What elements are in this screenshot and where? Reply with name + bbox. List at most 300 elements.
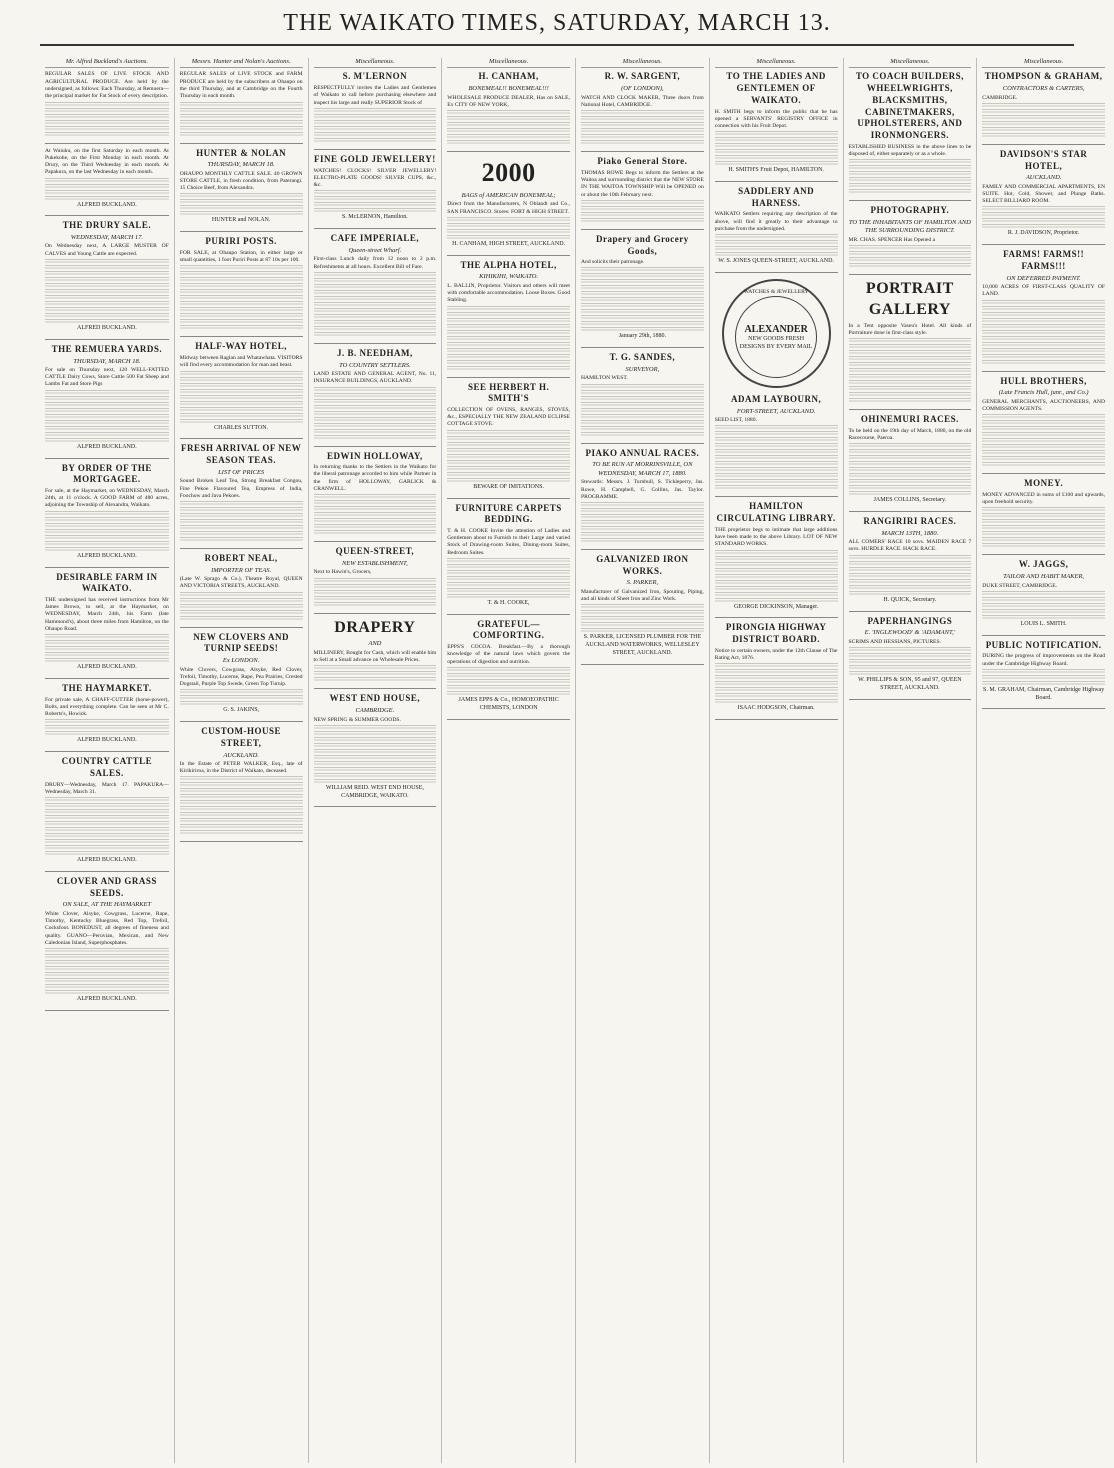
advertisement-title: RANGIRIRI RACES. [863, 516, 957, 527]
advertisement-signature: WILLIAM REID. WEST END HOUSE, CAMBRIDGE, WAIKATO. [325, 784, 424, 799]
column-rule [982, 708, 1105, 709]
advertisement [45, 683, 169, 745]
advertisement-body: MILLINERY, Bought for Cash, which will enable him to Sell at a Small advance on Wholesale Prices. [313, 649, 437, 664]
body-text-lines [314, 725, 437, 730]
advertisement [45, 220, 169, 332]
body-text-lines [180, 126, 303, 131]
column-heading: Miscellaneous. [447, 58, 570, 68]
body-text-lines [45, 120, 169, 125]
body-text-lines [180, 800, 303, 805]
column-rule [447, 614, 570, 615]
body-text-lines [581, 408, 704, 413]
body-text-lines [180, 776, 303, 781]
body-text-lines [180, 371, 303, 376]
advertisement-body: LAND ESTATE AND GENERAL AGENT, No. 11, INSURANCE BUILDINGS, AUCKLAND. [313, 370, 437, 385]
body-text-lines [982, 615, 1105, 620]
body-text-lines [715, 437, 838, 442]
body-text-lines [982, 525, 1105, 530]
body-text-lines [849, 449, 972, 454]
body-text-lines [447, 354, 570, 359]
advertisement-title: PHOTOGRAPHY. [870, 205, 950, 216]
body-text-lines [447, 128, 570, 133]
advertisement [314, 451, 437, 536]
advertisement-body: COLLECTION OF OVENS, RANGES, STOVES, &c., ESPECIALLY THE NEW ZEALAND ECLIPSE COTTAGE STOVE. [447, 406, 570, 428]
column-rule [581, 549, 704, 550]
body-text-lines [982, 212, 1105, 217]
body-text-lines [447, 673, 570, 678]
body-text-lines [849, 189, 972, 194]
body-text-lines [314, 578, 437, 583]
body-text-lines [849, 245, 972, 250]
body-text-lines [45, 803, 169, 808]
advertisement [581, 448, 704, 543]
body-text-lines [447, 110, 570, 115]
advertisement-subtitle: TO THE INHABITANTS OF HAMILTON AND THE SURROUNDING DISTRICT. [848, 218, 971, 235]
body-text-lines [314, 405, 437, 410]
body-text-lines [314, 308, 437, 313]
advertisement-title: PUBLIC NOTIFICATION. [985, 639, 1102, 650]
body-text-lines [314, 435, 437, 440]
body-text-lines [45, 990, 169, 995]
body-text-lines [45, 984, 169, 989]
body-text-lines [45, 972, 169, 977]
body-text-lines [314, 411, 437, 416]
body-text-lines [180, 132, 303, 137]
body-text-lines [581, 309, 704, 314]
body-text-lines [447, 235, 570, 240]
body-text-lines [45, 390, 169, 395]
advertisement-signature: ALFRED BUCKLAND. [77, 325, 137, 332]
column-heading: Miscellaneous. [849, 58, 972, 68]
body-text-lines [314, 314, 437, 319]
advertisement-subtitle: AUCKLAND. [223, 751, 259, 759]
body-text-lines [314, 108, 437, 113]
body-text-lines [314, 138, 437, 143]
body-text-lines [849, 653, 972, 658]
column-rule [45, 678, 169, 679]
body-text-lines [180, 413, 303, 418]
advertisement-title: ROBERT NEAL, [204, 553, 278, 564]
advertisement-body: GENERAL MERCHANTS, AUCTIONEERS, AND COMMISSION AGENTS. [982, 398, 1105, 412]
advertisement-signature: S. McLERNON, Hamilton. [341, 214, 408, 221]
body-text-lines [314, 584, 437, 589]
advertisement-body: WAIKATO Settlers requiring any description of the above, will find it greatly to their advantage to purchase from the undersigned. [714, 211, 838, 232]
body-text-lines [45, 313, 169, 318]
column-rule [45, 339, 169, 340]
advertisement-body: REGULAR SALES of LIVE STOCK and FARM PRODUCE are held by the subscribers at Ohaupo on the third Thursday, and at Cambridge on the Fourth Thursday in each month. [179, 71, 303, 100]
body-text-lines [314, 393, 437, 398]
body-text-lines [982, 121, 1105, 126]
advertisement-body: For sale on Thursday next, 120 WELL-FATTED CATTLE Dairy Cows, Store Cattle 500 Fat Sheep and Lambs Fat and Store Pigs [45, 366, 169, 388]
body-text-lines [715, 155, 838, 160]
body-text-lines [447, 217, 570, 222]
body-text-lines [45, 414, 169, 419]
advertisement [314, 348, 437, 440]
body-text-lines [715, 473, 838, 478]
body-text-lines [715, 467, 838, 472]
body-text-lines [314, 320, 437, 325]
body-text-lines [849, 579, 972, 584]
body-text-lines [180, 313, 303, 318]
advertisement-subtitle: MARCH 13TH, 1880. [881, 529, 939, 537]
advertisement [45, 876, 169, 1004]
advertisement-body: WATCH AND CLOCK MAKER, Three doors from National Hotel, CAMBRIDGE. [581, 94, 704, 108]
body-text-lines [715, 461, 838, 466]
advertisement-title: THOMPSON & GRAHAM, [984, 71, 1103, 82]
advertisement-signature: ALFRED BUCKLAND. [77, 737, 137, 744]
advertisement-title: FURNITURE CARPETS BEDDING. [455, 502, 562, 525]
column-rule [314, 613, 437, 614]
body-text-lines [447, 306, 570, 311]
body-text-lines [180, 383, 303, 388]
advertisement-body: MR. CHAS. SPENCER Has Opened a [848, 236, 936, 243]
body-text-lines [314, 767, 437, 772]
advertisement-title: THE DRURY SALE. [62, 220, 152, 231]
advertisement-signature: CHARLES SUTTON. [214, 424, 269, 431]
advertisement [715, 501, 838, 611]
advertisement-signature: T. & H. COOKE, [487, 599, 530, 606]
advertisement [447, 71, 570, 145]
body-text-lines [849, 338, 972, 343]
column-heading: Mr. Alfred Buckland's Auctions. [45, 58, 169, 68]
body-text-lines [180, 205, 303, 210]
body-text-lines [447, 576, 570, 581]
advertisement-title: THE HAYMARKET. [62, 683, 152, 693]
body-text-lines [849, 461, 972, 466]
advertisement [849, 516, 972, 604]
body-text-lines [180, 507, 303, 512]
body-text-lines [447, 324, 570, 329]
body-text-lines [180, 592, 303, 597]
body-text-lines [45, 102, 169, 107]
body-text-lines [849, 368, 972, 373]
advertisement-title: GRATEFUL—COMFORTING. [472, 618, 545, 641]
body-text-lines [982, 426, 1105, 431]
column-rule [849, 200, 972, 201]
body-text-lines [314, 749, 437, 754]
advertisement-body: THE undersigned has received instructions from Mr James Brown, to sell, at the Haymarket, on WEDNESDAY, March 24th, his Farm (late Hammond's), about three miles from Hamilton, on the Ohaupo Road. [45, 596, 169, 632]
advertisement-subtitle: TAILOR AND HABIT MAKER, [1003, 573, 1085, 581]
body-text-lines [849, 671, 972, 676]
body-text-lines [45, 517, 169, 522]
advertisement-subtitle: S. PARKER, [626, 579, 659, 587]
body-text-lines [180, 695, 303, 700]
body-text-lines [849, 362, 972, 367]
body-text-lines [849, 165, 972, 170]
advertisement [715, 394, 838, 490]
advertisement-subtitle: SURVEYOR, [625, 365, 660, 373]
column-rule [982, 554, 1105, 555]
advertisement [982, 478, 1105, 548]
body-text-lines [314, 296, 437, 301]
column-rule [314, 228, 437, 229]
body-text-lines [849, 171, 972, 176]
column-1 [40, 58, 174, 1463]
body-text-lines [715, 699, 838, 704]
body-text-lines [447, 122, 570, 127]
body-text-lines [982, 115, 1105, 120]
body-text-lines [45, 547, 169, 552]
column-rule [447, 719, 570, 720]
body-text-lines [849, 177, 972, 182]
advertisement [180, 236, 303, 330]
body-text-lines [849, 257, 972, 262]
advertisement [982, 640, 1105, 703]
advertisement [715, 622, 838, 713]
advertisement-body: ALL COMERS' RACE 10 sovs. MAIDEN RACE 7 sovs. HURDLE RACE. HACK RACE. [848, 539, 972, 553]
body-text-lines [715, 161, 838, 166]
body-text-lines [715, 550, 838, 555]
body-text-lines [982, 456, 1105, 461]
advertisement-signature: JAMES EPPS & Co., HOMOEOPATHIC CHEMISTS, LONDON [458, 696, 559, 711]
advertisement-subtitle: AUCKLAND. [1025, 174, 1062, 182]
advertisement-body: For sale, at the Haymarket, on WEDNESDAY, March 24th, at 11 o'clock. A GOOD FARM of 480 acres, adjoining the Township of Alexandra, Waikato. [45, 487, 169, 509]
advertisement-body: In the Estate of PETER WALKER, Esq., late of Kirikiriroa, in the District of Waikato, deceased. [179, 760, 303, 775]
body-text-lines [581, 502, 704, 507]
advertisement-title: FARMS! FARMS!! FARMS!!! [1003, 249, 1085, 271]
advertisement-body: EPPS'S COCOA. Breakfast.—By a thorough knowledge of the natural laws which govern the operations of digestion and nutrition. [447, 644, 570, 665]
body-text-lines [982, 330, 1105, 335]
body-text-lines [180, 513, 303, 518]
body-text-lines [45, 295, 169, 300]
body-text-lines [849, 561, 972, 566]
body-text-lines [447, 229, 570, 234]
body-text-lines [180, 610, 303, 615]
body-text-lines [45, 319, 169, 324]
body-text-lines [715, 592, 838, 597]
body-text-lines [447, 134, 570, 139]
body-text-lines [581, 390, 704, 395]
column-rule [45, 458, 169, 459]
column-rule [180, 721, 303, 722]
advertisement-body: And solicits their patronage. [581, 259, 645, 266]
advertisement-title: H. CANHAM, [478, 71, 539, 82]
column-rule [447, 151, 570, 152]
body-text-lines [314, 677, 437, 682]
body-text-lines [849, 392, 972, 397]
advertisement-title: WEST END HOUSE, [329, 693, 421, 704]
column-rule [849, 699, 972, 700]
advertisement-body: SEED LIST, 1880. [714, 417, 757, 424]
body-text-lines [581, 327, 704, 332]
body-text-lines [45, 833, 169, 838]
column-rule [180, 336, 303, 337]
column-rule [982, 473, 1105, 474]
column-rule [715, 719, 838, 720]
advertisement-signature: ISAAC HODGSON, Chairman. [737, 705, 815, 712]
body-text-lines [581, 140, 704, 145]
body-text-lines [982, 543, 1105, 548]
body-text-lines [447, 140, 570, 145]
column-rule [314, 541, 437, 542]
body-text-lines [447, 318, 570, 323]
advertisement-body: White Clovers, Cowgrass, Alsyke, Red Clover, Trefoil, Timothy, Lucerne, Rape, Pea Prairies, Crested Dogstail, Purple Top Swede, Green Top Turnip. [179, 666, 303, 688]
advertisement [982, 149, 1105, 238]
advertisement-subtitle: E. 'INGLEWOOD' & 'ADAMANT,' [864, 629, 956, 637]
advertisement [45, 148, 169, 210]
body-text-lines [180, 295, 303, 300]
body-text-lines [581, 110, 704, 115]
advertisement-title: THE ALPHA HOTEL, [460, 259, 557, 270]
body-text-lines [715, 574, 838, 579]
column-rule [849, 409, 972, 410]
body-text-lines [180, 806, 303, 811]
body-text-lines [982, 519, 1105, 524]
column-3 [308, 58, 442, 1463]
advertisement-subtitle: Queen-street Wharf. [348, 246, 402, 254]
body-text-lines [982, 537, 1105, 542]
advertisement-title: T. G. SANDES, [609, 352, 676, 363]
column-rule [581, 347, 704, 348]
body-text-lines [982, 206, 1105, 211]
column-rule [314, 806, 437, 807]
body-text-lines [982, 444, 1105, 449]
body-text-lines [581, 616, 704, 621]
body-text-lines [447, 685, 570, 690]
body-text-lines [180, 501, 303, 506]
advertisement-subtitle: CONTRACTORS & CARTERS, [1002, 85, 1085, 93]
column-rule [45, 215, 169, 216]
body-text-lines [982, 342, 1105, 347]
body-text-lines [849, 350, 972, 355]
column-rule [45, 1010, 169, 1011]
column-rule [982, 144, 1105, 145]
body-text-lines [314, 284, 437, 289]
body-text-lines [982, 324, 1105, 329]
body-text-lines [447, 594, 570, 599]
advertisement [849, 279, 972, 403]
body-text-lines [715, 675, 838, 680]
advertisement-title: MONEY. [1024, 478, 1064, 489]
body-text-lines [45, 839, 169, 844]
body-text-lines [180, 283, 303, 288]
body-text-lines [982, 603, 1105, 608]
body-text-lines [180, 689, 303, 694]
body-text-lines [982, 669, 1105, 674]
masthead-rule [40, 44, 1074, 46]
advertisement-signature: H. SMITH'S Fruit Depot, HAMILTON. [728, 167, 824, 174]
body-text-lines [715, 568, 838, 573]
advertisement [180, 632, 303, 715]
advertisement-body: REGULAR SALES OF LIVE STOCK AND AGRICULTURAL PRODUCE. Are held by the undersigned, as follows: Each Thursday, at Remuera—the principal market for Fat Stock of every description. [45, 71, 169, 100]
body-text-lines [982, 354, 1105, 359]
body-text-lines [581, 628, 704, 633]
advertisement-title: THE REMUERA YARDS. [51, 343, 163, 354]
body-text-lines [45, 184, 169, 189]
body-text-lines [447, 691, 570, 696]
body-text-lines [45, 114, 169, 119]
column-rule [982, 244, 1105, 245]
body-text-lines [45, 307, 169, 312]
body-text-lines [982, 318, 1105, 323]
column-rule [180, 231, 303, 232]
body-text-lines [45, 948, 169, 953]
advertisement-subtitle: (OF LONDON), [621, 85, 664, 93]
advertisement-subtitle: THURSDAY, MARCH 18. [73, 357, 141, 365]
body-text-lines [180, 604, 303, 609]
column-8 [976, 58, 1110, 1463]
body-text-lines [982, 609, 1105, 614]
column-rule [982, 371, 1105, 372]
body-text-lines [45, 815, 169, 820]
body-text-lines [982, 420, 1105, 425]
advertisement-title: J. B. NEEDHAM, [336, 347, 413, 358]
body-text-lines [180, 319, 303, 324]
advertisement [581, 71, 704, 145]
body-text-lines [581, 532, 704, 537]
body-text-lines [45, 190, 169, 195]
advertisement [45, 756, 169, 865]
body-text-lines [45, 289, 169, 294]
body-text-lines [314, 737, 437, 742]
advertisement [180, 148, 303, 226]
body-text-lines [45, 283, 169, 288]
body-text-lines [45, 731, 169, 736]
advertisement-subtitle: BONEMEAL!! BONEMEAL!!! [468, 85, 549, 93]
advertisement-title: COUNTRY CATTLE SALES. [61, 756, 153, 778]
advertisement-title: TO COACH BUILDERS, WHEELWRIGHTS, BLACKSMITHS, CABINETMAKERS, UPHOLSTERERS, AND IRONMONGERS. [855, 71, 964, 140]
body-text-lines [314, 114, 437, 119]
advertisement-body: DUKE STREET, CAMBRIDGE. [982, 582, 1058, 589]
body-text-lines [849, 567, 972, 572]
body-text-lines [45, 851, 169, 856]
body-text-lines [447, 430, 570, 435]
body-text-lines [849, 263, 972, 268]
advertisement-title: HUNTER & NOLAN [196, 147, 287, 158]
column-heading: Miscellaneous. [715, 58, 838, 68]
column-heading: Miscellaneous. [581, 58, 704, 68]
advertisement-title: GALVANIZED IRON WORKS. [596, 554, 689, 576]
seal-inner-ring [735, 296, 817, 378]
advertisement-signature: S. PARKER, LICENSED PLUMBER FOR THE AUCKLAND WATERWORKS, WELLESLEY STREET, AUCKLAND. [583, 634, 702, 656]
body-text-lines [45, 954, 169, 959]
advertisement-signature: ALFRED BUCKLAND. [77, 552, 137, 559]
body-text-lines [715, 425, 838, 430]
advertisement [849, 205, 972, 268]
body-text-lines [849, 398, 972, 403]
body-text-lines [982, 591, 1105, 596]
advertisement-body: OHAUPO MONTHLY CATTLE SALE. 40 GROWN STORE CATTLE, in fresh condition, from Paterangi. 15 Choice Beef, from Alexandra. [179, 170, 303, 192]
body-text-lines [314, 332, 437, 337]
advertisement-body: FAMILY AND COMMERCIAL APARTMENTS, EN SUITE. Hot, Cold, Shower, and Plunge Baths. SELECT BILLIARD ROOM. [982, 183, 1105, 205]
advertisement-signature: BEWARE OF IMITATIONS. [473, 483, 544, 490]
advertisement [715, 186, 838, 266]
advertisement [180, 341, 303, 432]
advertisement [314, 546, 437, 606]
advertisement-title: PIAKO ANNUAL RACES. [585, 447, 700, 458]
body-text-lines [45, 126, 169, 131]
advertisement-body: Sound Broken Leaf Tea, Strong Breakfast Congou, Fine Pekoe Flavoured Tea, Empress of India, Foochow and Java Pekoes. [179, 478, 303, 499]
body-text-lines [180, 407, 303, 412]
advertisement-body: To be held on the 19th day of March, 1880, on the old Racecourse, Paeroa. [848, 427, 972, 441]
body-text-lines [447, 360, 570, 365]
body-text-lines [581, 285, 704, 290]
advertisement-title: HULL BROTHERS, [1000, 375, 1087, 386]
advertisement-signature: W. PHILLIPS & SON, 95 and 97, QUEEN STREET, AUCKLAND. [858, 676, 962, 691]
body-text-lines [45, 432, 169, 437]
body-text-lines [447, 312, 570, 317]
body-text-lines [180, 289, 303, 294]
advertisement [314, 693, 437, 800]
advertisement-title: 2000 [481, 158, 536, 188]
advertisement-signature: G. S. JAKINS, [223, 707, 260, 714]
body-text-lines [715, 681, 838, 686]
body-text-lines [314, 120, 437, 125]
body-text-lines [715, 455, 838, 460]
column-heading: Miscellaneous. [314, 58, 437, 68]
body-text-lines [982, 224, 1105, 229]
body-text-lines [447, 472, 570, 477]
